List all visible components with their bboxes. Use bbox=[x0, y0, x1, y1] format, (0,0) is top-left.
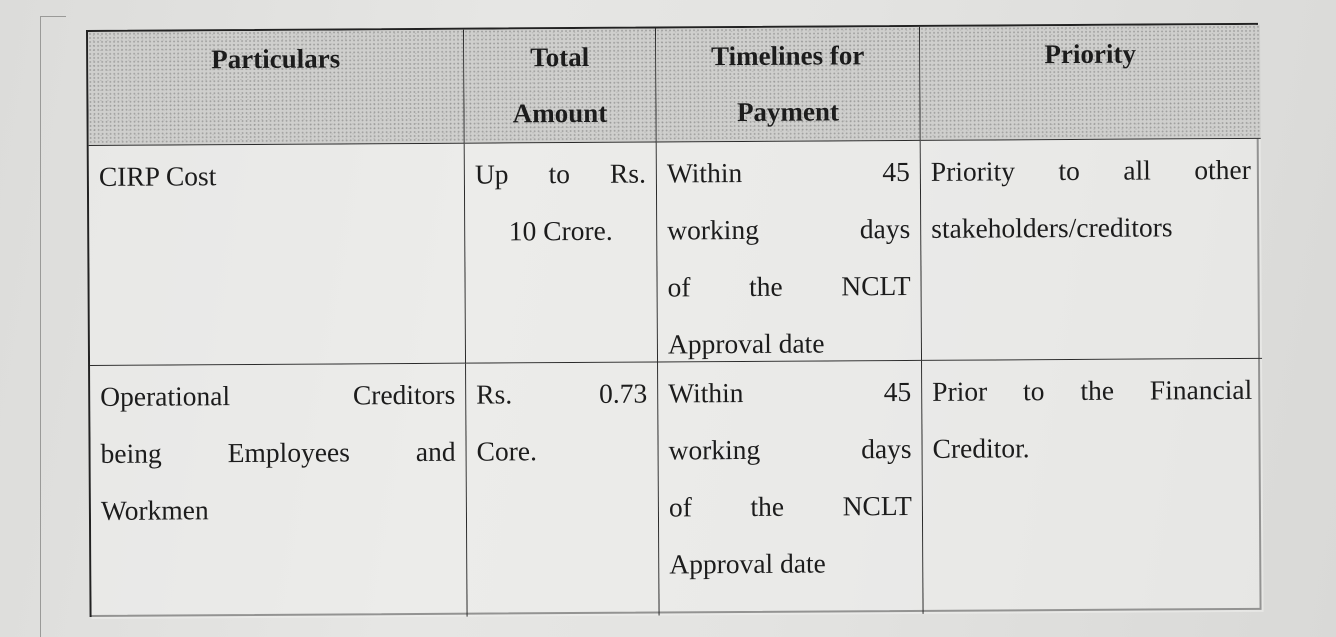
row-1-priority-line-2: stakeholders/creditors bbox=[931, 211, 1173, 244]
row-1-particulars-line-1: CIRP Cost bbox=[98, 160, 217, 192]
row-1-timelines bbox=[657, 141, 922, 363]
row-2-total-amount bbox=[466, 363, 660, 617]
row-2-timeline-line-2: working days bbox=[668, 432, 912, 466]
row-1-timeline-line-4: Approval date bbox=[667, 327, 825, 360]
row-2-priority bbox=[922, 359, 1264, 614]
row-1-priority-line-1: Priority to all other bbox=[930, 153, 1251, 187]
row-1-timeline-line-2: working days bbox=[667, 212, 911, 246]
page-edge bbox=[40, 16, 41, 637]
header-total-amount-line-2: Amount bbox=[512, 97, 608, 129]
row-2-particulars bbox=[90, 364, 468, 619]
row-2-timeline-line-4: Approval date bbox=[669, 547, 826, 580]
header-total-amount bbox=[464, 29, 657, 144]
header-timelines-line-2: Payment bbox=[736, 96, 840, 128]
row-1-priority bbox=[921, 139, 1262, 361]
row-2-timeline-line-1: Within 45 bbox=[668, 375, 912, 409]
row-1-timeline-line-3: of the NCLT bbox=[667, 269, 911, 303]
payment-priority-table bbox=[86, 23, 1262, 617]
row-2-particulars-line-3: Workmen bbox=[100, 494, 209, 526]
row-1-timeline-line-1: Within 45 bbox=[666, 155, 910, 189]
row-2-amount-line-1: Rs. 0.73 bbox=[476, 377, 648, 410]
row-1-particulars bbox=[89, 144, 466, 366]
header-particulars bbox=[88, 30, 465, 146]
row-1-amount-line-1: Up to Rs. bbox=[474, 157, 646, 190]
row-2-amount-line-2: Core. bbox=[476, 435, 538, 467]
header-timelines bbox=[656, 27, 921, 143]
row-2-priority-line-2: Creditor. bbox=[932, 432, 1030, 464]
row-2-timeline-line-3: of the NCLT bbox=[668, 489, 913, 523]
row-1-total-amount bbox=[465, 143, 658, 364]
header-timelines-line-1: Timelines for bbox=[710, 40, 865, 72]
row-2-particulars-line-2: being Employees and bbox=[100, 435, 456, 469]
header-particulars-label: Particulars bbox=[211, 43, 341, 75]
page-corner bbox=[40, 16, 66, 17]
row-1-amount-line-2: 10 Crore. bbox=[508, 214, 613, 247]
header-priority bbox=[920, 25, 1261, 141]
header-priority-label: Priority bbox=[1044, 38, 1136, 70]
row-2-priority-line-1: Prior to the Financial bbox=[932, 373, 1253, 407]
row-2-particulars-line-1: Operational Creditors bbox=[100, 378, 456, 412]
row-2-timelines bbox=[658, 361, 924, 616]
header-total-amount-line-1: Total bbox=[530, 41, 590, 73]
